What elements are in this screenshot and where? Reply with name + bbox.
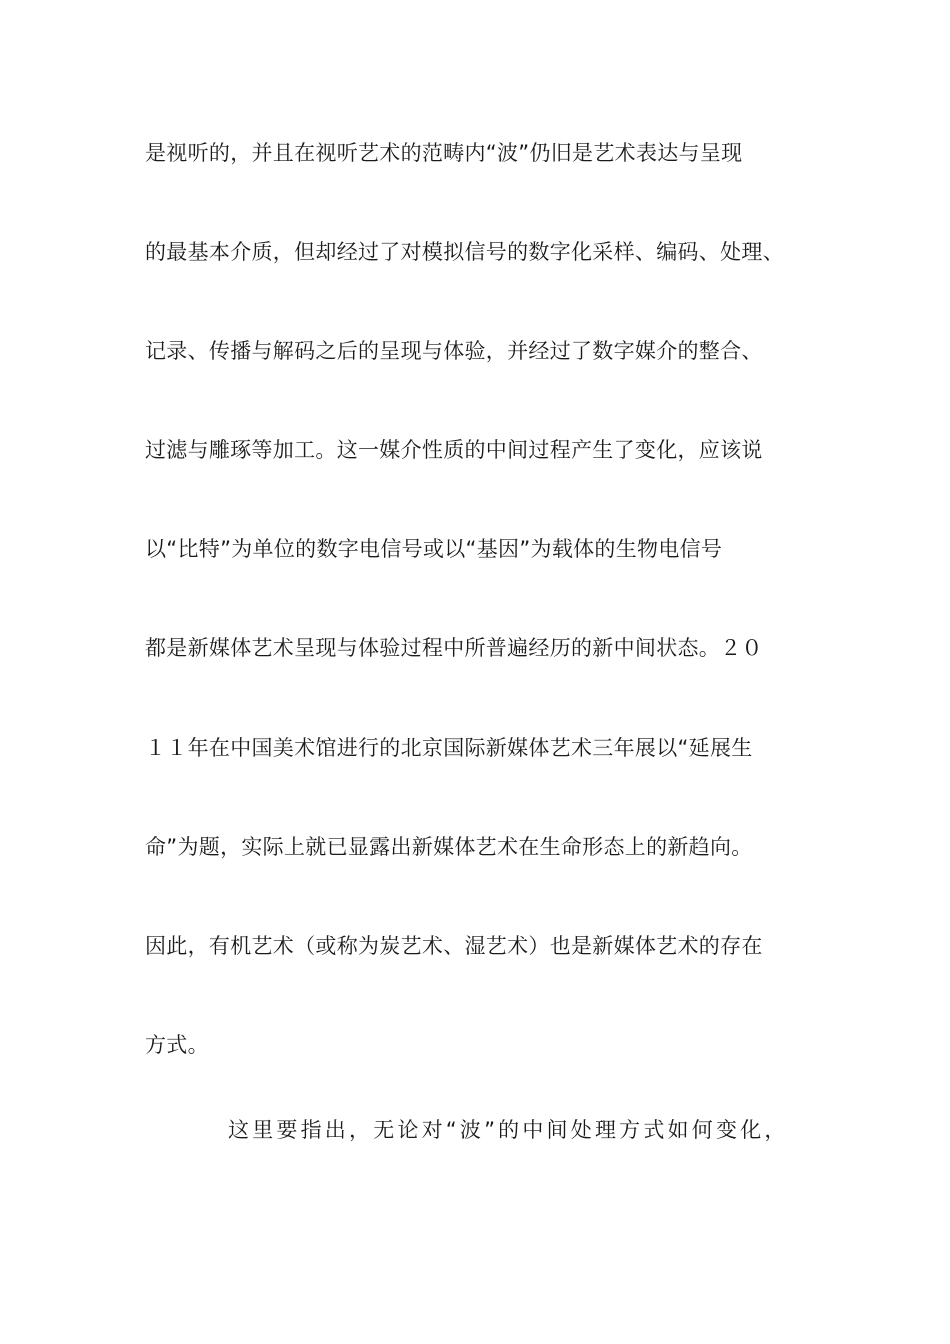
- paragraph-start-line: 这里要指出，无论对“波”的中间处理方式如何变化，: [228, 1118, 789, 1142]
- text-line-5: 以“比特”为单位的数字电信号或以“基因”为载体的生物电信号: [145, 537, 723, 561]
- text-line-4: 过滤与雕琢等加工。这一媒介性质的中间过程产生了变化，应该说: [145, 438, 763, 462]
- text-line-8: 命”为题，实际上就已显露出新媒体艺术在生命形态上的新趋向。: [145, 835, 753, 859]
- text-line-6: 都是新媒体艺术呈现与体验过程中所普遍经历的新中间状态。２０: [145, 636, 763, 660]
- text-line-7: １１年在中国美术馆进行的北京国际新媒体艺术三年展以“延展生: [145, 736, 753, 760]
- text-line-2: 的最基本介质，但却经过了对模拟信号的数字化采样、编码、处理、: [145, 240, 784, 264]
- text-line-9: 因此，有机艺术（或称为炭艺术、湿艺术）也是新媒体艺术的存在: [145, 934, 763, 958]
- text-line-3: 记录、传播与解码之后的呈现与体验，并经过了数字媒介的整合、: [145, 339, 763, 363]
- text-line-1: 是视听的，并且在视听艺术的范畴内“波”仍旧是艺术表达与呈现: [145, 141, 743, 165]
- text-line-10: 方式。: [145, 1033, 209, 1057]
